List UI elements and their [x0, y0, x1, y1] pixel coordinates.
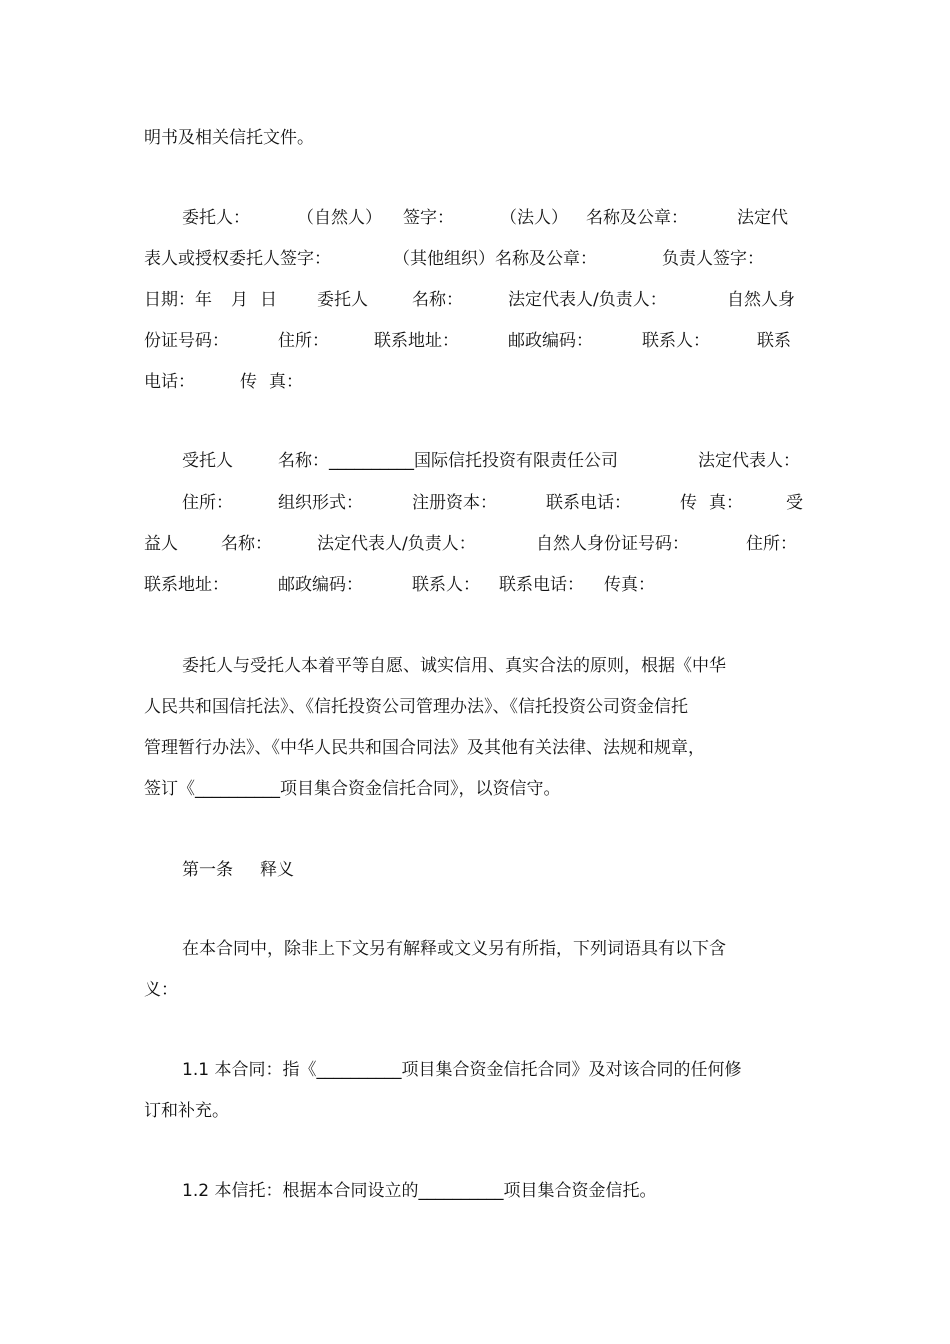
text-segment: （法人）: [500, 208, 568, 228]
text-segment: 邮政编码：: [278, 575, 363, 595]
text-segment: 名称：__________国际信托投资有限责任公司: [278, 451, 618, 471]
text-segment: 电话：: [144, 372, 195, 392]
section-heading: [0, 856, 950, 884]
text-line: [0, 286, 950, 314]
text-segment: 受托人: [182, 451, 233, 471]
text-segment: 份证号码：: [144, 331, 229, 351]
text-line: [0, 734, 950, 762]
text-segment: 管理暂行办法》、《中华人民共和国合同法》及其他有关法律、法规和规章，: [144, 738, 705, 758]
text-line: [0, 1097, 950, 1125]
text-segment: 法定代表人：: [698, 451, 800, 471]
text-line: [0, 571, 950, 599]
text-segment: 注册资本：: [412, 493, 497, 513]
text-segment: 签订《__________项目集合资金信托合同》，以资信守。: [144, 779, 561, 799]
text-segment: 住所：: [182, 493, 233, 513]
text-segment: 委托人: [317, 290, 368, 310]
text-segment: 联系电话：: [546, 493, 631, 513]
text-segment: 邮政编码：: [508, 331, 593, 351]
text-line: [0, 327, 950, 355]
text-segment: 传真：: [604, 575, 655, 595]
text-segment: 明书及相关信托文件。: [144, 128, 314, 148]
text-segment: 自然人身: [727, 290, 795, 310]
text-line: [0, 489, 950, 517]
text-segment: 法定代: [737, 208, 788, 228]
text-line: [0, 245, 950, 273]
text-line: [0, 775, 950, 803]
text-segment: 名称及公章：: [586, 208, 688, 228]
text-segment: 日: [260, 290, 277, 310]
text-segment: 真：: [709, 493, 743, 513]
text-line: [0, 1056, 950, 1084]
text-line: [0, 935, 950, 963]
text-segment: 委托人：: [182, 208, 250, 228]
text-segment: 联系电话：: [499, 575, 584, 595]
text-line: [0, 368, 950, 396]
text-segment: 月: [231, 290, 248, 310]
text-segment: 联系人：: [412, 575, 480, 595]
text-segment: 订和补充。: [144, 1101, 229, 1121]
text-segment: 传: [240, 372, 257, 392]
text-segment: 委托人与受托人本着平等自愿、诚实信用、真实合法的原则，根据《中华: [182, 656, 726, 676]
text-segment: 组织形式：: [278, 493, 363, 513]
text-segment: 释义: [260, 860, 294, 880]
text-segment: 住所：: [746, 534, 797, 554]
text-segment: 1.1 本合同：指《__________项目集合资金信托合同》及对该合同的任何修: [182, 1060, 742, 1080]
text-segment: 名称：: [412, 290, 463, 310]
text-segment: 联系地址：: [144, 575, 229, 595]
text-segment: 联系人：: [642, 331, 710, 351]
text-segment: 在本合同中，除非上下文另有解释或文义另有所指，下列词语具有以下含: [182, 939, 726, 959]
text-line: [0, 693, 950, 721]
text-line: [0, 1177, 950, 1205]
text-line: [0, 652, 950, 680]
text-line: [0, 530, 950, 558]
text-segment: 真：: [269, 372, 303, 392]
text-segment: 住所：: [278, 331, 329, 351]
text-segment: 表人或授权委托人签字：: [144, 249, 331, 269]
text-segment: 义：: [144, 980, 178, 1000]
text-line: [0, 204, 950, 232]
text-segment: 自然人身份证号码：: [536, 534, 689, 554]
text-segment: 1.2 本信托：根据本合同设立的__________项目集合资金信托。: [182, 1181, 657, 1201]
text-segment: 负责人签字：: [662, 249, 764, 269]
text-segment: 名称：: [221, 534, 272, 554]
text-segment: 法定代表人/负责人：: [508, 290, 667, 310]
text-segment: 法定代表人/负责人：: [317, 534, 476, 554]
text-segment: 受: [786, 493, 803, 513]
text-segment: 联系地址：: [374, 331, 459, 351]
text-segment: （其他组织）名称及公章：: [393, 249, 597, 269]
text-segment: 联系: [757, 331, 791, 351]
text-segment: 签字：: [403, 208, 454, 228]
text-segment: 益人: [144, 534, 178, 554]
text-segment: （自然人）: [297, 208, 382, 228]
text-segment: 传: [680, 493, 697, 513]
text-segment: 人民共和国信托法》、《信托投资公司管理办法》、《信托投资公司资金信托: [144, 697, 688, 717]
text-line: [0, 124, 950, 152]
text-line: [0, 447, 950, 475]
text-segment: 日期：年: [144, 290, 212, 310]
text-line: [0, 976, 950, 1004]
text-segment: 第一条: [182, 860, 233, 880]
